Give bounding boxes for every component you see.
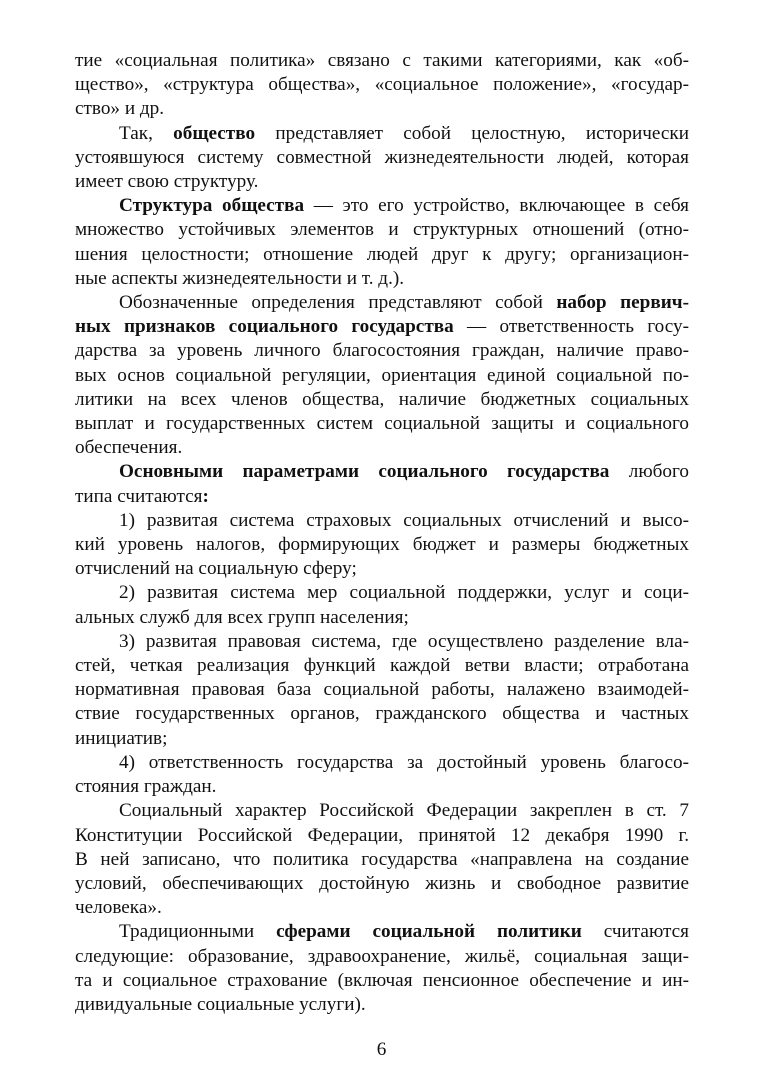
bold-term: ных признаков социального государства xyxy=(75,316,454,338)
bold-term: общество xyxy=(173,122,256,144)
text-run: представляет собой целостную, исторически xyxy=(255,122,689,144)
text-line xyxy=(75,848,689,872)
text-run: инициатив; xyxy=(75,727,168,749)
text-line xyxy=(75,243,689,267)
text-run: ные аспекты жизнедеятельности и т. д.). xyxy=(75,267,405,289)
text-line xyxy=(75,945,689,969)
bold-term: : xyxy=(202,485,209,507)
text-line xyxy=(75,364,689,388)
paragraph xyxy=(75,460,689,508)
paragraph xyxy=(75,509,689,582)
text-line xyxy=(75,146,689,170)
text-run: выплат и государственных систем социальной защиты и социального xyxy=(75,413,689,435)
text-line xyxy=(75,412,689,436)
text-line xyxy=(75,388,689,412)
paragraph xyxy=(75,799,689,920)
text-run: Так, xyxy=(119,122,174,144)
text-run: кий уровень налогов, формирующих бюджет и размеры бюджетных xyxy=(75,534,689,556)
text-run: отчислений на социальную сферу; xyxy=(75,558,357,580)
text-line xyxy=(75,872,689,896)
text-run: ствие государственных органов, гражданского общества и частных xyxy=(75,703,689,725)
document-page xyxy=(75,49,689,1017)
text-line xyxy=(75,993,689,1017)
paragraph xyxy=(75,581,689,629)
text-line xyxy=(75,920,689,944)
text-run: Традиционными xyxy=(119,921,277,943)
text-line xyxy=(75,339,689,363)
paragraph xyxy=(75,49,689,122)
text-run: 1) развитая система страховых социальных отчислений и высо- xyxy=(119,509,689,531)
text-run: следующие: образование, здравоохранение, жильё, социальная защи- xyxy=(75,945,689,967)
bold-term: Структура общества xyxy=(119,195,305,217)
paragraph xyxy=(75,291,689,460)
paragraph xyxy=(75,122,689,195)
text-line xyxy=(75,702,689,726)
text-line xyxy=(75,896,689,920)
text-run: Обозначенные определения представляют собой xyxy=(119,292,557,314)
text-run: устоявшуюся систему совместной жизнедеятельности людей, которая xyxy=(75,146,689,168)
text-line xyxy=(75,218,689,242)
text-run: Конституции Российской Федерации, принятой 12 декабря 1990 г. xyxy=(75,824,689,846)
text-run: 2) развитая система мер социальной поддержки, услуг и соци- xyxy=(119,582,689,604)
text-line xyxy=(75,436,689,460)
text-run: Социальный характер Российской Федерации закреплен в ст. 7 xyxy=(119,800,689,822)
bold-term: набор первич- xyxy=(556,292,689,314)
text-line xyxy=(75,581,689,605)
paragraph xyxy=(75,194,689,291)
text-line xyxy=(75,509,689,533)
text-run: 4) ответственность государства за достойный уровень благосо- xyxy=(119,751,689,773)
text-line xyxy=(75,630,689,654)
text-run: множество устойчивых элементов и структурных отношений (отно- xyxy=(75,219,689,241)
text-line xyxy=(75,751,689,775)
text-line xyxy=(75,73,689,97)
text-run: дарства за уровень личного благосостояния граждан, наличие право- xyxy=(75,340,689,362)
text-line xyxy=(75,267,689,291)
text-line xyxy=(75,727,689,751)
text-run: считаются xyxy=(581,921,689,943)
text-line xyxy=(75,315,689,339)
bold-term: сферами социальной политики xyxy=(276,921,582,943)
text-run: нормативная правовая база социальной работы, налажено взаимодей- xyxy=(75,679,689,701)
paragraph xyxy=(75,630,689,751)
text-line xyxy=(75,122,689,146)
text-run: обеспечения. xyxy=(75,437,183,459)
text-line xyxy=(75,460,689,484)
text-line xyxy=(75,485,689,509)
text-run: имеет свою структуру. xyxy=(75,171,259,193)
paragraph xyxy=(75,920,689,1017)
text-line xyxy=(75,194,689,218)
text-run: та и социальное страхование (включая пенсионное обеспечение и ин- xyxy=(75,969,689,991)
text-run: — ответственность госу- xyxy=(453,316,689,338)
text-line xyxy=(75,775,689,799)
text-run: литики на всех членов общества, наличие бюджетных социальных xyxy=(75,388,689,410)
text-line xyxy=(75,606,689,630)
text-line xyxy=(75,654,689,678)
text-line xyxy=(75,97,689,121)
text-run: условий, обеспечивающих достойную жизнь и свободное развитие xyxy=(75,872,689,894)
text-run: вых основ социальной регуляции, ориентация единой социальной по- xyxy=(75,364,689,386)
text-run: щество», «структура общества», «социальное положение», «государ- xyxy=(75,74,689,96)
paragraph xyxy=(75,751,689,799)
text-run: типа считаются xyxy=(75,485,203,507)
text-line xyxy=(75,533,689,557)
text-run: В ней записано, что политика государства «направлена на создание xyxy=(75,848,689,870)
text-run: стояния граждан. xyxy=(75,776,217,798)
text-line xyxy=(75,49,689,73)
text-run: альных служб для всех групп населения; xyxy=(75,606,409,628)
text-line xyxy=(75,824,689,848)
text-line xyxy=(75,969,689,993)
text-run: 3) развитая правовая система, где осуществлено разделение вла- xyxy=(119,630,689,652)
text-run: человека». xyxy=(75,897,162,919)
text-line xyxy=(75,799,689,823)
text-run: шения целостности; отношение людей друг к другу; организацион- xyxy=(75,243,689,265)
text-run: тие «социальная политика» связано с такими категориями, как «об- xyxy=(75,50,689,71)
text-line xyxy=(75,291,689,315)
text-run: стей, четкая реализация функций каждой ветви власти; отработана xyxy=(75,655,689,677)
text-line xyxy=(75,557,689,581)
text-run: ство» и др. xyxy=(75,98,165,120)
text-run: — это его устройство, включающее в себя xyxy=(304,195,689,217)
page-number: 6 xyxy=(376,1039,387,1060)
bold-term: Основными параметрами социального государства xyxy=(119,461,610,483)
text-line xyxy=(75,678,689,702)
text-run: любого xyxy=(609,461,689,483)
text-run: дивидуальные социальные услуги). xyxy=(75,993,366,1015)
text-line xyxy=(75,170,689,194)
